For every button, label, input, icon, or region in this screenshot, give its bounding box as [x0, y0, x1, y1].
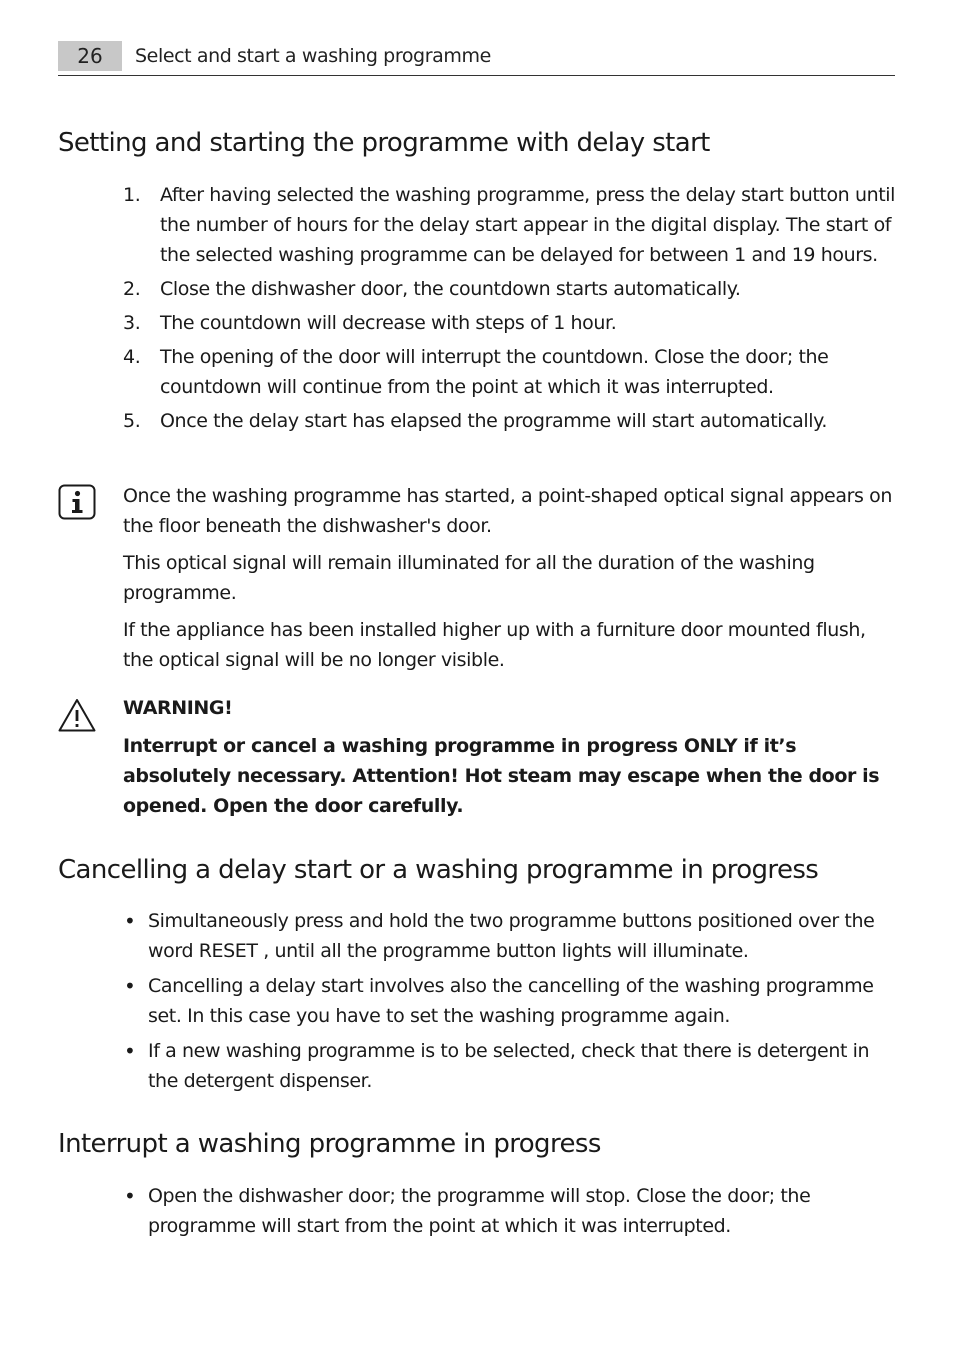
info-paragraph: This optical signal will remain illuminated for all the duration of the washing programme. [123, 552, 815, 604]
step-text: Close the dishwasher door, the countdown starts automatically. [160, 278, 741, 300]
list-item: • Open the dishwasher door; the programme will stop. Close the door; the programme will start from the point at which it was interrupted. [123, 1181, 898, 1241]
list-item [123, 308, 898, 338]
warning-icon [57, 697, 97, 737]
running-header-title: Select and start a washing programme [135, 45, 491, 67]
list-item: • If a new washing programme is to be selected, check that there is detergent in the detergent dispenser. [123, 1036, 898, 1096]
info-paragraph: Once the washing programme has started, a point-shaped optical signal appears on the floor beneath the dishwasher's door. [123, 485, 892, 537]
list-item: • Cancelling a delay start involves also the cancelling of the washing programme set. In this case you have to set the washing programme again. [123, 971, 898, 1031]
step-number: 1. [123, 184, 141, 206]
step-number: 5. [123, 410, 141, 432]
section-heading-interrupt: Interrupt a washing programme in progress [58, 1129, 601, 1159]
step-text: After having selected the washing programme, press the delay start button until the number of hours for the delay start appear in the digital display. The start of the selected washing programme can be delayed for between 1 and 19 hours. [160, 184, 896, 266]
delay-start-steps [123, 180, 898, 440]
header-divider [58, 75, 895, 76]
interrupt-bullets [123, 1181, 898, 1246]
list-item [123, 406, 898, 436]
step-text: Once the delay start has elapsed the programme will start automatically. [160, 410, 827, 432]
list-item [123, 342, 898, 402]
warning-text: Interrupt or cancel a washing programme in progress ONLY if it’s absolutely necessary. Attention! Hot steam may escape when the door is opened. Open the door carefully. [123, 735, 880, 817]
cancelling-bullets [123, 906, 898, 1101]
info-icon [58, 484, 96, 524]
page-number: 26 [58, 41, 122, 71]
warning-note [123, 693, 898, 821]
section-heading-delay-start: Setting and starting the programme with delay start [58, 128, 710, 158]
step-text: The countdown will decrease with steps of 1 hour. [160, 312, 617, 334]
warning-title: WARNING! [123, 697, 233, 719]
list-item: • Simultaneously press and hold the two programme buttons positioned over the word RESET , until all the programme button lights will illuminate. [123, 906, 898, 966]
list-item [123, 180, 898, 270]
step-text: The opening of the door will interrupt the countdown. Close the door; the countdown will continue from the point at which it was interrupted. [160, 346, 829, 398]
step-number: 2. [123, 278, 141, 300]
step-number: 4. [123, 346, 141, 368]
info-note [123, 481, 898, 682]
list-item [123, 274, 898, 304]
section-heading-cancelling: Cancelling a delay start or a washing programme in progress [58, 855, 819, 885]
info-paragraph: If the appliance has been installed higher up with a furniture door mounted flush, the optical signal will be no longer visible. [123, 619, 866, 671]
step-number: 3. [123, 312, 141, 334]
